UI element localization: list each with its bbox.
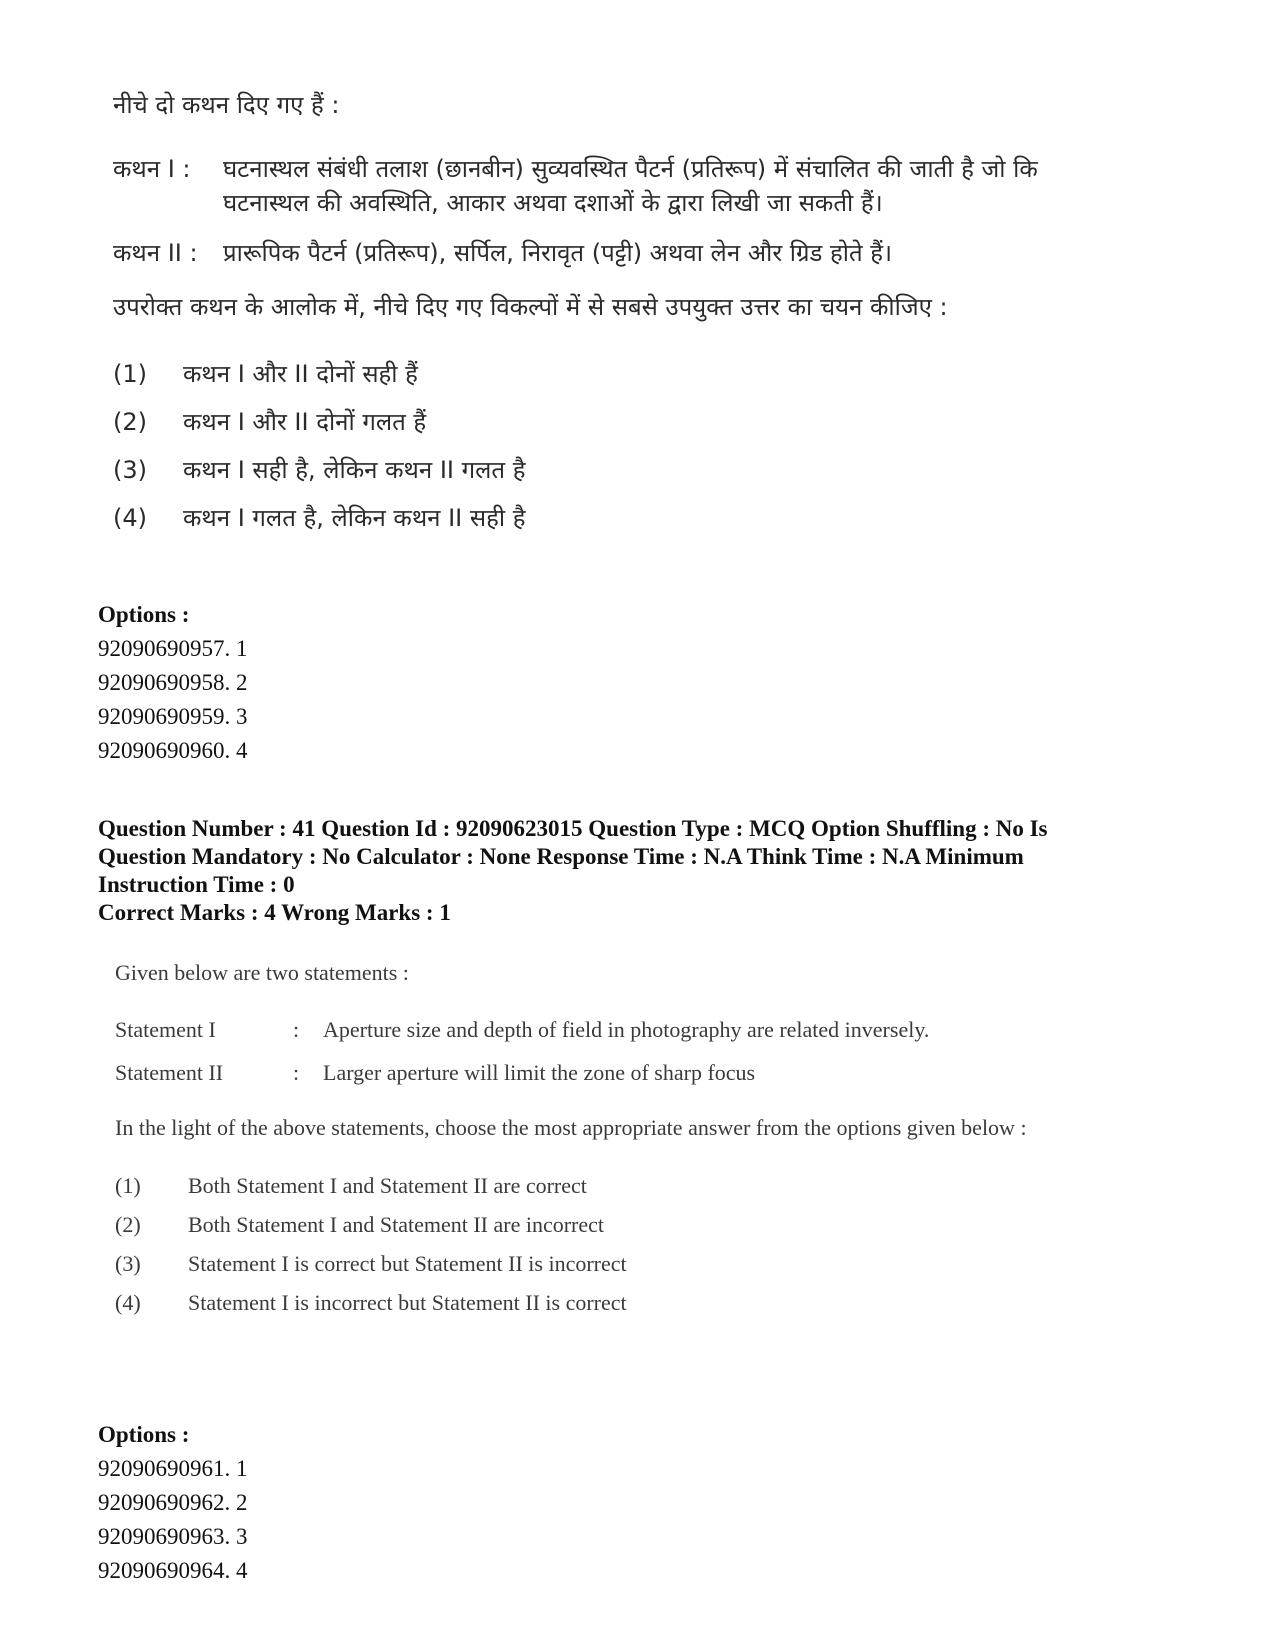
choice-number: (3) <box>113 456 147 484</box>
answer-choice <box>113 350 1073 398</box>
option-id: 92090690960. 4 <box>98 738 248 763</box>
answer-choice <box>115 1244 1045 1283</box>
statement-label: Statement I <box>115 1017 216 1042</box>
options-heading: Options : <box>98 602 190 627</box>
choice-number: (1) <box>113 360 147 388</box>
answer-choice <box>115 1205 1045 1244</box>
statement-1 <box>115 1015 1045 1044</box>
choice-number: (2) <box>115 1212 141 1237</box>
choice-number: (3) <box>115 1251 141 1276</box>
question-intro: नीचे दो कथन दिए गए हैं : <box>113 91 340 119</box>
options-heading: Options : <box>98 1422 190 1447</box>
choice-number: (4) <box>115 1290 141 1315</box>
statement-2 <box>113 236 1073 270</box>
option-id: 92090690962. 2 <box>98 1490 248 1515</box>
question-intro: Given below are two statements : <box>115 960 409 985</box>
choice-number: (4) <box>113 504 147 532</box>
statement-label: कथन II : <box>113 239 198 267</box>
statement-text: प्रारूपिक पैटर्न (प्रतिरूप), सर्पिल, निरावृत (पट्टी) अथवा लेन और ग्रिड होते हैं। <box>223 239 893 267</box>
question-instruction: उपरोक्त कथन के आलोक में, नीचे दिए गए विकल्पों में से सबसे उपयुक्त उत्तर का चयन कीजिए : <box>113 293 948 321</box>
choice-text: कथन I और II दोनों गलत हैं <box>183 408 427 436</box>
choice-text: कथन I और II दोनों सही हैं <box>183 360 418 388</box>
statement-colon: : <box>293 1017 300 1042</box>
answer-choice <box>113 398 1073 446</box>
choice-text: Both Statement I and Statement II are incorrect <box>188 1212 605 1237</box>
choice-text: Statement I is correct but Statement II is incorrect <box>188 1251 627 1276</box>
statement-colon: : <box>293 1060 300 1085</box>
statement-text: घटनास्थल संबंधी तलाश (छानबीन) सुव्यवस्थित पैटर्न (प्रतिरूप) में संचालित की जाती है जो कि घटनास्थल की अवस्थिति, आकार अथवा दशाओं के द्वारा लिखी जा सकती हैं। <box>223 155 1038 217</box>
question-marks: Correct Marks : 4 Wrong Marks : 1 <box>98 900 451 925</box>
option-id: 92090690959. 3 <box>98 704 248 729</box>
meta-line: Instruction Time : 0 <box>98 872 295 897</box>
english-question-block <box>115 958 1045 1322</box>
statement-label: Statement II <box>115 1060 224 1085</box>
choice-number: (1) <box>115 1173 141 1198</box>
answer-choice <box>113 446 1073 494</box>
statement-1 <box>113 152 1073 220</box>
options-list <box>98 598 248 768</box>
meta-line: Question Mandatory : No Calculator : None Response Time : N.A Think Time : N.A Minimum <box>98 844 1024 869</box>
choice-number: (2) <box>113 408 147 436</box>
choice-text: Both Statement I and Statement II are correct <box>188 1173 587 1198</box>
meta-line: Question Number : 41 Question Id : 92090623015 Question Type : MCQ Option Shuffling : No Is <box>98 816 1048 841</box>
options-list <box>98 1418 248 1588</box>
choice-text: कथन I सही है, लेकिन कथन II गलत है <box>183 456 526 484</box>
choice-text: Statement I is incorrect but Statement II is correct <box>188 1290 627 1315</box>
statement-label: कथन I : <box>113 155 191 183</box>
option-id: 92090690964. 4 <box>98 1558 248 1583</box>
question-instruction: In the light of the above statements, choose the most appropriate answer from the options given below : <box>115 1115 1027 1140</box>
hindi-question-block <box>113 88 1073 542</box>
answer-choice <box>113 494 1073 542</box>
answer-choice <box>115 1166 1045 1205</box>
statement-text: Aperture size and depth of field in photography are related inversely. <box>323 1017 930 1042</box>
option-id: 92090690963. 3 <box>98 1524 248 1549</box>
question-meta <box>98 815 1178 899</box>
statement-text: Larger aperture will limit the zone of sharp focus <box>323 1060 756 1085</box>
option-id: 92090690961. 1 <box>98 1456 248 1481</box>
option-id: 92090690957. 1 <box>98 636 248 661</box>
answer-choice <box>115 1283 1045 1322</box>
statement-2 <box>115 1058 1045 1087</box>
option-id: 92090690958. 2 <box>98 670 248 695</box>
choice-text: कथन I गलत है, लेकिन कथन II सही है <box>183 504 526 532</box>
